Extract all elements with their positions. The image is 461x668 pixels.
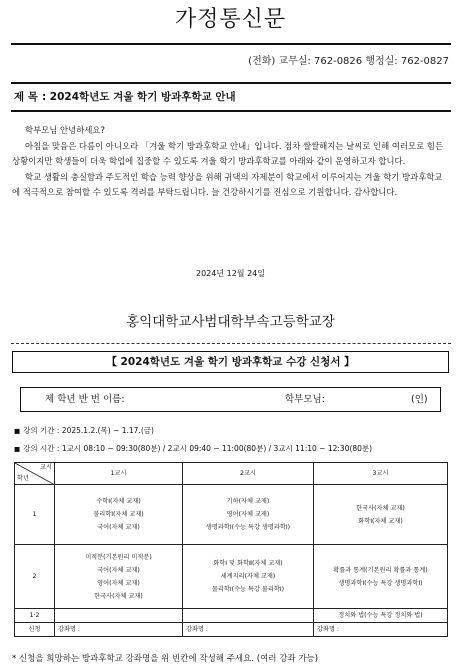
title-divider [11, 43, 451, 45]
course-item: 국어(자체 교재) [97, 566, 140, 574]
corner-grade-label: 학년 [17, 475, 29, 482]
course-cell [183, 545, 314, 609]
period-header: 2교시 [183, 463, 314, 485]
notice-title: 가정통신문 [174, 7, 287, 32]
grade-cell: 1·2 [15, 609, 55, 623]
parent-name-label: 학부모님: [285, 394, 325, 405]
time-text: 강의 시간 : 1교시 08:10 ~ 09:30(80분) / 2교시 09:40 ~ 11:00(80분) / 3교시 11:10 ~ 12:30(80분) [23, 444, 373, 453]
corner-period-label: 교시 [40, 464, 52, 471]
period-text: 강의 기간 : 2025.1.2.(목) ~ 1.17.(금) [23, 426, 154, 435]
grade-cell: 1 [15, 485, 55, 545]
subject-bottom-divider [11, 110, 451, 112]
course-item: 생명과학Ⅰ(수능 특강 생명과학Ⅰ) [205, 524, 291, 531]
signup-field-period-3[interactable]: 강좌명 : [314, 623, 448, 637]
course-cell [55, 545, 183, 609]
course-item: 화학Ⅰ(자체 교재) [358, 517, 403, 525]
course-item: 한국사(자체 교재) [356, 504, 405, 512]
applicant-info-box[interactable] [20, 387, 441, 412]
signup-label: 신청 [15, 623, 55, 637]
grade-cell: 2 [15, 545, 55, 609]
subject-text: : 2024학년도 겨울 학기 방과후학교 안내 [41, 91, 236, 103]
table-row [15, 485, 448, 545]
course-item: 미적분(기본원리 미적분) [85, 553, 152, 561]
course-cell [314, 545, 448, 609]
course-cell [55, 485, 183, 545]
signup-row [15, 623, 448, 637]
course-item: 국어(자체 교재) [97, 524, 140, 531]
paragraph-2: 학교 생활의 충실함과 주도적인 학습 능력 향상을 위해 귀댁의 자제분이 학교에서 이루어지는 겨울 학기 방과후학교에 적극적으로 참여할 수 있도록 격려를 부탁드립니다. 늘 건강하시기를 진심으로 기원합니다. 감사합니다. [12, 171, 443, 198]
signup-field-period-2[interactable]: 강좌명 : [183, 623, 314, 637]
form-title: 【 2024학년도 겨울 학기 방과후학교 수강 신청서 】 [12, 351, 449, 373]
table-row [15, 609, 448, 623]
course-item: 정치와 법(수능 특강 정치와 법) [338, 611, 423, 619]
course-cell [183, 485, 314, 545]
course-item: 수학Ⅰ(자체 교재) [96, 498, 141, 505]
signup-field-period-1[interactable]: 강좌명 : [55, 623, 183, 637]
course-item: 한국사(자체 교재) [94, 592, 143, 600]
letter-body [12, 123, 449, 201]
course-item: 물리학Ⅰ(수능 특강 물리학Ⅰ) [211, 586, 285, 593]
course-item: 영어(자체 교재) [97, 579, 140, 587]
greeting: 학부모님 안녕하세요? [25, 125, 105, 135]
course-item: 화학Ⅰ 및 화학Ⅱ(자체 교재) [213, 560, 283, 567]
footer-note: * 신청을 희망하는 방과후학교 강좌명을 위 빈칸에 작성해 주세요. (여러 강좌 가능) [12, 654, 319, 664]
subject-label: 제 목 [14, 91, 38, 103]
course-cell [314, 609, 448, 623]
course-cell [55, 609, 183, 623]
period-header: 1교시 [55, 463, 183, 485]
course-cell [183, 609, 314, 623]
square-bullet-icon: ■ [14, 427, 21, 435]
course-item: 기하(자체 교재) [226, 498, 270, 505]
course-item: 생명과학Ⅰ(수능 특강 생명과학Ⅰ) [338, 579, 423, 587]
schedule-table [14, 462, 448, 637]
table-row [15, 545, 448, 609]
subject-top-divider [11, 82, 451, 84]
phone-info: (전화) 교무실: 762-0826 행정실: 762-0827 [248, 56, 449, 67]
period-header: 3교시 [314, 463, 448, 485]
seal-label: (인) [411, 394, 428, 405]
course-cell [314, 485, 448, 545]
time-info [14, 443, 372, 454]
course-item: 영어(자체 교재) [226, 511, 270, 518]
cut-line [11, 343, 451, 344]
table-corner-cell [15, 463, 55, 485]
course-item: 물리학Ⅰ(자체 교재) [93, 511, 144, 518]
student-name-label: 제 학년 반 번 이름: [45, 394, 125, 405]
subject-line [14, 89, 236, 104]
course-item: 세계지리(자체 교재) [220, 573, 276, 580]
paragraph-1: 아침을 맞음은 다름이 아니오라 「겨울 학기 방과후학교 안내」입니다. 점차 쌀쌀해지는 날씨로 인해 여러모로 힘든 상황이지만 학생들이 더욱 학업에 집중할 수 있도록 겨울 학기 방과후학교를 아래와 같이 운영하고자 합니다. [12, 140, 444, 167]
period-info [14, 425, 154, 436]
square-bullet-icon: ■ [14, 445, 21, 453]
course-item: 확률과 통계(기본원리 확률과 통계) [333, 566, 428, 574]
school-name: 홍익대학교사범대학부속고등학교장 [126, 314, 335, 330]
letter-date: 2024년 12월 24일 [196, 269, 265, 278]
